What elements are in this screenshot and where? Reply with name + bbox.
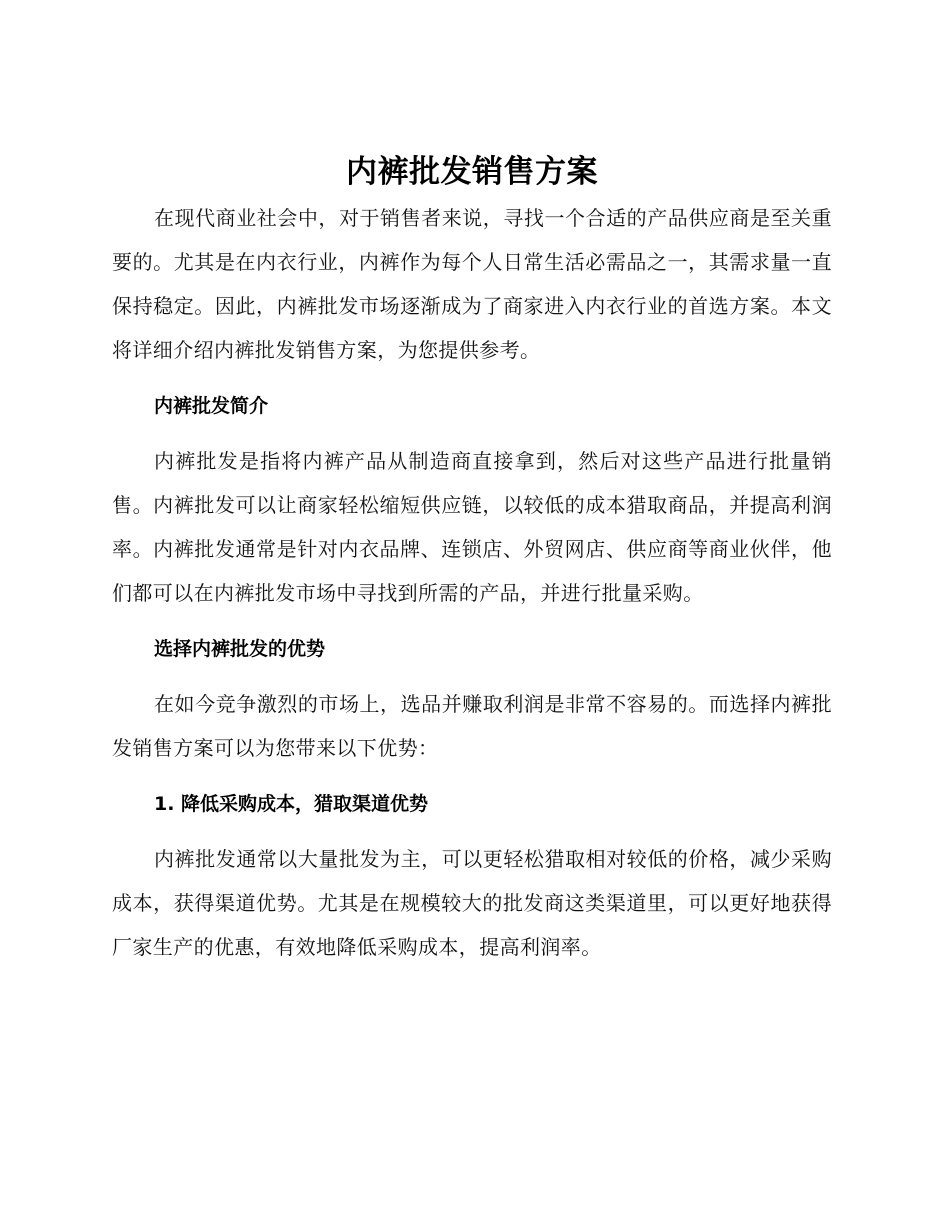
section-body-intro: 内裤批发是指将内裤产品从制造商直接拿到，然后对这些产品进行批量销售。内裤批发可以让商家轻松缩短供应链，以较低的成本猎取商品，并提高利润率。内裤批发通常是针对内衣品牌、连锁店、外贸网店、供应商等商业伙伴，他们都可以在内裤批发市场中寻找到所需的产品，并进行批量采购。	[112, 449, 832, 605]
section-body-cost: 内裤批发通常以大量批发为主，可以更轻松猎取相对较低的价格，减少采购成本，获得渠道优势。尤其是在规模较大的批发商这类渠道里，可以更好地获得厂家生产的优惠，有效地降低采购成本，提高利润率。	[112, 847, 832, 959]
section-heading-intro: 内裤批发简介	[154, 395, 269, 417]
document-page	[112, 148, 832, 969]
section-heading-advantages: 选择内裤批发的优势	[154, 638, 326, 660]
section-heading-cost: 1. 降低采购成本，猎取渠道优势	[154, 793, 429, 815]
section-body-advantages: 在如今竞争激烈的市场上，选品并赚取利润是非常不容易的。而选择内裤批发销售方案可以为您带来以下优势：	[112, 692, 832, 760]
document-title: 内裤批发销售方案	[346, 154, 598, 190]
intro-paragraph: 在现代商业社会中，对于销售者来说，寻找一个合适的产品供应商是至关重要的。尤其是在内衣行业，内裤作为每个人日常生活必需品之一，其需求量一直保持稳定。因此，内裤批发市场逐渐成为了商家进入内衣行业的首选方案。本文将详细介绍内裤批发销售方案，为您提供参考。	[112, 206, 832, 362]
